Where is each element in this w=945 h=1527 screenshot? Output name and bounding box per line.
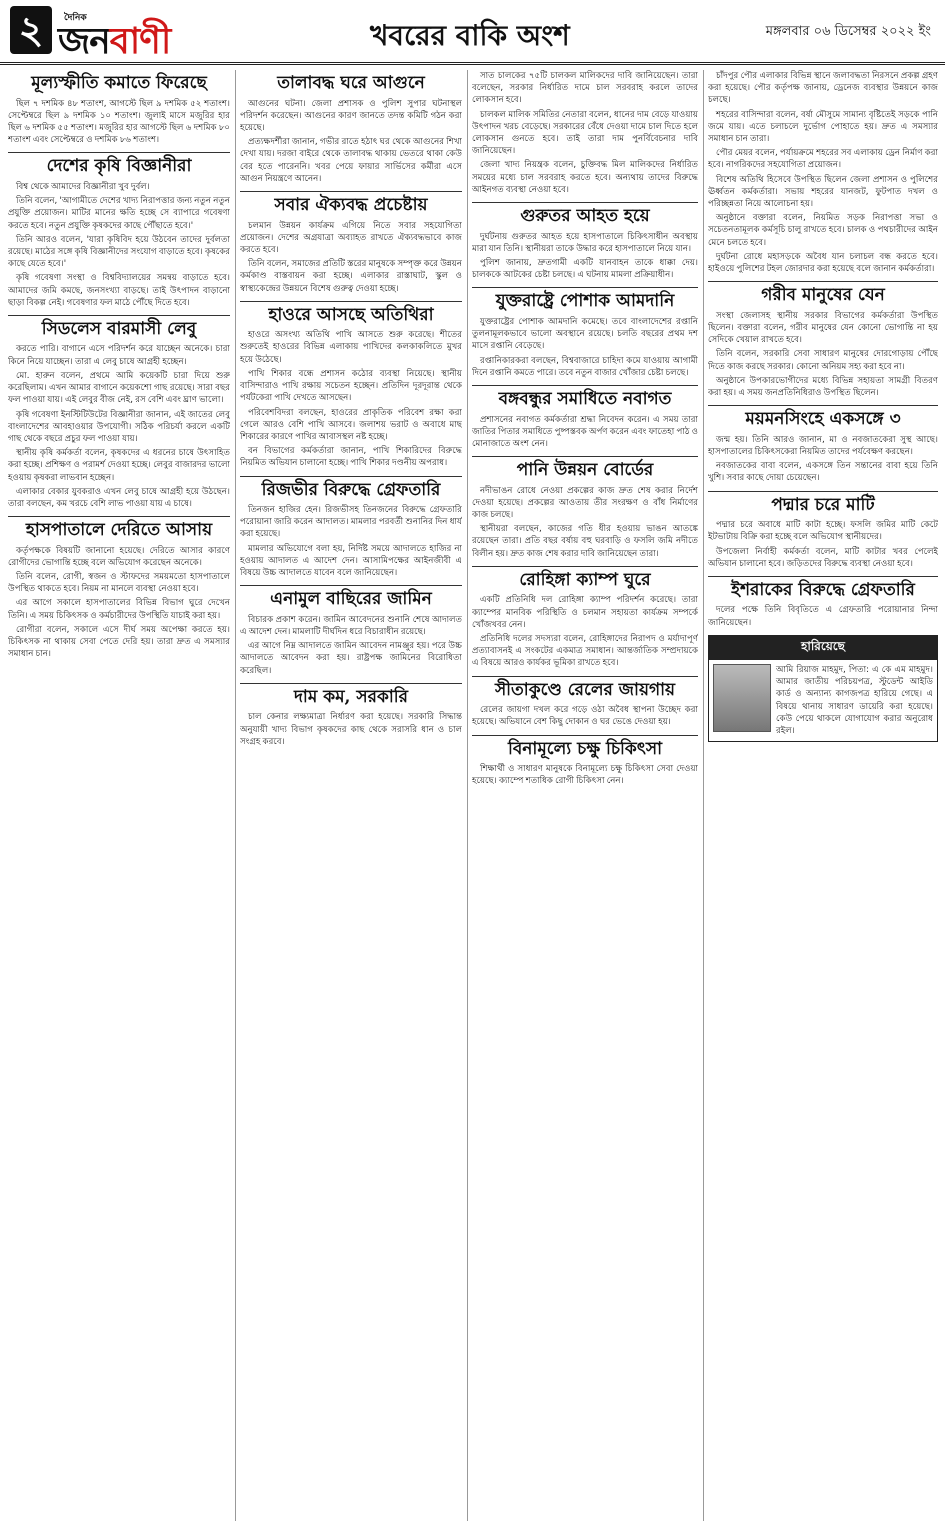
story-paragraph: মামলার অভিযোগে বলা হয়, নির্দিষ্ট সময়ে আদালতে হাজির না হওয়ায় আদালত এ আদেশ দেন। আসামিপক্ষের আইনজীবী এ বিষয়ে উচ্চ আদালতে যাবেন বলে জানিয়েছেন।	[240, 543, 462, 579]
story-paragraph: তিনজন হাজির হেন। রিজভীসহ তিনজনের বিরুদ্ধে গ্রেফতারি পরোয়ানা জারি করেন আদালত। মামলার পরবর্তী শুনানির দিন ধার্য করা হয়েছে।	[240, 505, 462, 540]
story-paragraph: পুলিশ জানায়, দ্রুতগামী একটি যানবাহন তাকে ধাক্কা দেয়। চালককে আটকের চেষ্টা চলছে। এ ঘটনায় মামলা প্রক্রিয়াধীন।	[472, 257, 698, 281]
story-paragraph: প্রতিনিধি দলের সদস্যরা বলেন, রোহিঙ্গাদের নিরাপদ ও মর্যাদাপূর্ণ প্রত্যাবাসনই এ সংকটের একমাত্র সমাধান। আন্তর্জাতিক সম্প্রদায়কে এ বিষয়ে আরও কার্যকর ভূমিকা রাখতে হবে।	[472, 634, 698, 669]
story-paragraph: প্রশাসনের নবাগত কর্মকর্তারা শ্রদ্ধা নিবেদন করেন। এ সময় তারা জাতির পিতার সমাধিতে পুষ্পস্তবক অর্পণ করেন এবং ফাতেহা পাঠ ও মোনাজাতে অংশ নেন।	[472, 414, 698, 449]
news-story	[708, 576, 938, 629]
story-body	[472, 704, 698, 728]
news-story	[240, 683, 462, 748]
story-paragraph: জন্ম হয়। তিনি আরও জানান, মা ও নবজাতকেরা সুস্থ আছে। হাসপাতালের চিকিৎসকেরা নিয়মিত তাদের পর্যবেক্ষণ করছেন।	[708, 434, 938, 457]
story-paragraph: রেলের জায়গা দখল করে গড়ে ওঠা অবৈধ স্থাপনা উচ্ছেদ করা হয়েছে। অভিযানে বেশ কিছু দোকান ও ঘর ভেঙে দেওয়া হয়।	[472, 705, 698, 728]
story-paragraph: তিনি বলেন, সরকারি সেবা সাধারণ মানুষের দোরগোড়ায় পৌঁছে দিতে কাজ করছে সরকার। কোনো অনিয়ম সহ্য করা হবে না।	[708, 349, 938, 372]
news-story	[708, 405, 938, 484]
story-paragraph: উপজেলা নির্বাহী কর্মকর্তা বলেন, মাটি কাটার খবর পেলেই অভিযান চালানো হবে। জড়িতদের বিরুদ্ধে ব্যবস্থা নেওয়া হবে।	[708, 546, 938, 569]
story-body	[708, 434, 938, 485]
story-paragraph: রোগীরা বলেন, সকালে এসে দীর্ঘ সময় অপেক্ষা করতে হয়। চিকিৎসক না থাকায় সেবা পেতে দেরি হয়। তারা দ্রুত এ সমস্যার সমাধান চান।	[8, 624, 230, 660]
news-story	[472, 287, 698, 379]
column-rule	[703, 70, 704, 1521]
story-body	[240, 329, 462, 469]
story-body	[240, 98, 462, 185]
section-title: খবরের বাকি অংশ	[370, 19, 570, 52]
story-headline[interactable]: যুক্তরাষ্ট্রে পোশাক আমদানি	[472, 287, 698, 312]
story-paragraph: বন বিভাগের কর্মকর্তারা জানান, পাখি শিকারিদের বিরুদ্ধে নিয়মিত অভিযান চালানো হচ্ছে। পাখি শিকার দণ্ডনীয় অপরাধ।	[240, 446, 462, 469]
news-story	[240, 301, 462, 470]
news-story	[472, 566, 698, 670]
story-paragraph: ছিল ৭ দশমিক ৪৮ শতাংশ, আগস্টে ছিল ৯ দশমিক ৫২ শতাংশ। সেপ্টেম্বরে ছিল ৯ দশমিক ১০ শতাংশ। জুলাই মাসে মজুরির হার ছিল ৬ দশমিক ৫৫ শতাংশ। মজুরির হার আগস্টে ছিল ৬ দশমিক ৮০ শতাংশ এবং সেপ্টেম্বরে ও দশমিক ৮৬ শতাংশ।	[8, 98, 230, 146]
lost-notice-text: আমি রিয়াজ মাহমুদ, পিতা: এ কে এম মাহমুদ। আমার জাতীয় পরিচয়পত্র, স্টুডেন্ট আইডি কার্ড ও অন্যান্য কাগজপত্র হারিয়ে গেছে। এ বিষয়ে থানায় সাধারণ ডায়েরি করা হয়েছে। কেউ পেয়ে থাকলে যোগাযোগ করার অনুরোধ রইল।	[776, 664, 933, 736]
story-body	[472, 485, 698, 560]
logo-prefix: দৈনিক	[64, 13, 87, 23]
page-number: ২	[10, 6, 52, 54]
story-body	[708, 310, 938, 399]
story-paragraph: এর আগে সকালে হাসপাতালের বিভিন্ন বিভাগ ঘুরে দেখেন তিনি। এ সময় চিকিৎসক ও কর্মচারীদের উপস্থিতি যাচাই করা হয়।	[8, 598, 230, 621]
story-headline[interactable]: দেশের কৃষি বিজ্ঞানীরা	[8, 152, 230, 177]
news-story	[8, 74, 230, 146]
column-rule	[467, 70, 468, 1521]
story-paragraph: নবজাতকের বাবা বলেন, একসঙ্গে তিন সন্তানের বাবা হয়ে তিনি খুশি। সবার কাছে দোয়া চেয়েছেন।	[708, 461, 938, 484]
story-headline[interactable]: রিজভীর বিরুদ্ধে গ্রেফতারি	[240, 476, 462, 501]
story-paragraph: তিনি বলেন, 'আগামীতে দেশের খাদ্য নিরাপত্তার জন্য নতুন নতুন প্রযুক্তি প্রয়োজন। মাটির মানের ক্ষতি হচ্ছে সে ব্যাপারে গবেষণা করতে হবে। নতুন প্রযুক্তি কৃষকদের কাছে পৌঁছাতে হবে।'	[8, 196, 230, 231]
story-body	[240, 504, 462, 579]
story-paragraph: স্থানীয় কৃষি কর্মকর্তা বলেন, কৃষকদের এ ধরনের চাষে উৎসাহিত করা হচ্ছে। প্রশিক্ষণ ও পরামর্শ দেওয়া হচ্ছে। লেবুর বাজারদর ভালো হওয়ায় কৃষকরা লাভবান হচ্ছেন।	[8, 448, 230, 483]
story-body	[472, 70, 698, 196]
news-story	[8, 516, 230, 660]
news-story	[708, 491, 938, 570]
story-paragraph: এর আগে নিম্ন আদালতে জামিন আবেদন নামঞ্জুর হয়। পরে উচ্চ আদালতে আবেদন করা হয়। রাষ্ট্রপক্ষ জামিনের বিরোধিতা করেছিল।	[240, 641, 462, 676]
story-paragraph: তিনি আরও বলেন, 'যারা কৃষিবিদ হয়ে উঠবেন তাদের দুর্বলতা রয়েছে। মাঠের সঙ্গে কৃষি বিজ্ঞানীদের সংযোগ বাড়াতে হবে। কৃষকের কাছে যেতে হবে।'	[8, 234, 230, 270]
dateline: মঙ্গলবার ০৬ ডিসেম্বর ২০২২ ইং	[765, 24, 931, 39]
story-paragraph: দলের পক্ষে তিনি বিবৃতিতে এ গ্রেফতারি পরোয়ানার নিন্দা জানিয়েছেন।	[708, 605, 938, 628]
story-paragraph: আগুনের ঘটনা। জেলা প্রশাসক ও পুলিশ সুপার ঘটনাস্থল পরিদর্শন করেছেন। আগুনের কারণ জানতে তদন্ত কমিটি গঠন করা হয়েছে।	[240, 98, 462, 133]
story-paragraph: প্রত্যক্ষদর্শীরা জানান, গভীর রাতে হঠাৎ ঘর থেকে আগুনের শিখা দেখা যায়। দরজা বাইরে থেকে তালাবদ্ধ থাকায় ভেতরে থাকা কেউ বের হতে পারেননি। খবর পেয়ে ফায়ার সার্ভিসের কর্মীরা এসে আগুন নিয়ন্ত্রণে আনেন।	[240, 137, 462, 184]
story-paragraph: অনুষ্ঠানে উপকারভোগীদের মধ্যে বিভিন্ন সহায়তা সামগ্রী বিতরণ করা হয়। এ সময় জনপ্রতিনিধিরাও উপস্থিত ছিলেন।	[708, 375, 938, 399]
story-body	[240, 711, 462, 748]
story-paragraph: স্থানীয়রা বলছেন, কাজের গতি ধীর হওয়ায় ভাঙন আতঙ্কে রয়েছেন তারা। প্রতি বছর বর্ষায় বহু ঘরবাড়ি ও ফসলি জমি নদীতে বিলীন হয়। দ্রুত কাজ শেষ করার দাবি জানিয়েছেন তারা।	[472, 524, 698, 559]
story-headline[interactable]: হাওরে আসছে অতিথিরা	[240, 301, 462, 326]
story-body	[472, 231, 698, 282]
story-paragraph: চালকল মালিক সমিতির নেতারা বলেন, ধানের দাম বেড়ে যাওয়ায় উৎপাদন খরচ বেড়েছে। সরকারের বেঁধে দেওয়া দামে চাল দিতে হলে লোকসান গুনতে হবে। তাই তারা দাম পুনর্বিবেচনার দাবি জানিয়েছেন।	[472, 109, 698, 157]
story-headline[interactable]: দাম কম, সরকারি	[240, 683, 462, 708]
story-paragraph: শিক্ষার্থী ও সাধারণ মানুষকে বিনামূল্যে চক্ষু চিকিৎসা সেবা দেওয়া হয়েছে। ক্যাম্পে শতাধিক রোগী চিকিৎসা নেন।	[472, 764, 698, 787]
story-paragraph: যুক্তরাষ্ট্রের পোশাক আমদানি কমেছে। তবে বাংলাদেশের রপ্তানি তুলনামূলকভাবে ভালো অবস্থানে রয়েছে। চলতি বছরের প্রথম দশ মাসে রপ্তানি বেড়েছে।	[472, 316, 698, 352]
news-story	[472, 456, 698, 560]
story-paragraph: কৃষি গবেষণা সংস্থা ও বিশ্ববিদ্যালয়ের সমন্বয় বাড়াতে হবে। আমাদের জমি কমছে, জনসংখ্যা বাড়ছে। তাই উৎপাদন বাড়ানো ছাড়া বিকল্প নেই। গবেষণার ফল মাঠে পৌঁছে দিতে হবে।	[8, 273, 230, 308]
lost-notice-title: হারিয়েছে	[709, 636, 937, 660]
story-paragraph: কৃষি গবেষণা ইনস্টিটিউটের বিজ্ঞানীরা জানান, এই জাতের লেবু বাংলাদেশের আবহাওয়ার উপযোগী। সঠিক পরিচর্যা করলে একটি গাছ থেকে বছরে প্রচুর ফল পাওয়া যায়।	[8, 409, 230, 444]
story-paragraph: জেলা খাদ্য নিয়ন্ত্রক বলেন, চুক্তিবদ্ধ মিল মালিকদের নির্ধারিত সময়ের মধ্যে চাল সরবরাহ করতে হবে। অন্যথায় তাদের বিরুদ্ধে আইনগত ব্যবস্থা নেওয়া হবে।	[472, 160, 698, 195]
story-paragraph: পাখি শিকার বন্ধে প্রশাসন কঠোর ব্যবস্থা নিয়েছে। স্থানীয় বাসিন্দারাও পাখি রক্ষায় সচেতন হচ্ছেন। প্রতিদিন দূরদূরান্ত থেকে পর্যটকেরা পাখি দেখতে আসছেন।	[240, 368, 462, 404]
story-headline[interactable]: বঙ্গবন্ধুর সমাধিতে নবাগত	[472, 385, 698, 410]
story-paragraph: সংস্থা জেলাসহ স্থানীয় সরকার বিভাগের কর্মকর্তারা উপস্থিত ছিলেন। বক্তারা বলেন, গরীব মানুষের যেন কোনো ভোগান্তি না হয় সেদিকে খেয়াল রাখতে হবে।	[708, 310, 938, 346]
story-headline[interactable]: সিডলেস বারমাসী লেবু	[8, 315, 230, 340]
story-body	[472, 763, 698, 787]
story-body	[708, 604, 938, 628]
story-body	[472, 316, 698, 379]
story-body	[708, 519, 938, 570]
story-paragraph: মো. হারুন বলেন, প্রথমে আমি কয়েকটি চারা দিয়ে শুরু করেছিলাম। এখন আমার বাগানে কয়েকশো গাছ রয়েছে। সারা বছর ফল পাওয়া যায়। এই লেবুর বীজ নেই, রস বেশি এবং ঘ্রাণ ভালো।	[8, 370, 230, 406]
story-headline[interactable]: পদ্মার চরে মাটি	[708, 491, 938, 516]
news-story	[708, 281, 938, 399]
column-4	[708, 70, 938, 1521]
story-body	[472, 594, 698, 669]
story-paragraph: সাত চালকের ৭৫টি চালকল মালিকদের দাবি জানিয়েছেন। তারা বলেছেন, সরকার নির্ধারিত দামে চাল সরবরাহ করলে তাদের লোকসান হবে।	[472, 71, 698, 106]
masthead	[0, 0, 945, 65]
news-story	[472, 385, 698, 450]
story-paragraph: পদ্মার চরে অবাধে মাটি কাটা হচ্ছে। ফসলি জমির মাটি কেটে ইটভাটায় বিক্রি করা হচ্ছে বলে অভিযোগ স্থানীয়দের।	[708, 520, 938, 543]
news-story	[8, 152, 230, 309]
story-body	[8, 545, 230, 661]
story-paragraph: দুর্ঘটনা রোধে মহাসড়কে অবৈধ যান চলাচল বন্ধ করতে হবে। হাইওয়ে পুলিশের টহল জোরদার করা হয়েছে বলে জানান কর্মকর্তারা।	[708, 251, 938, 275]
column-1	[8, 70, 230, 1521]
story-headline[interactable]: সীতাকুণ্ডে রেলের জায়গায়	[472, 676, 698, 701]
story-body	[708, 70, 938, 275]
news-story	[240, 585, 462, 677]
story-headline[interactable]: হাসপাতালে দেরিতে আসায়	[8, 516, 230, 541]
story-body	[8, 98, 230, 147]
story-headline[interactable]: ময়মনসিংহে একসঙ্গে ৩	[708, 405, 938, 430]
story-headline[interactable]: এনামুল বাছিরের জামিন	[240, 585, 462, 610]
story-paragraph: চাল কেনার লক্ষ্যমাত্রা নির্ধারণ করা হয়েছে। সরকারি সিদ্ধান্ত অনুযায়ী খাদ্য বিভাগ কৃষকদের কাছ থেকে সরাসরি ধান ও চাল সংগ্রহ করবে।	[240, 712, 462, 747]
story-headline[interactable]: সবার ঐক্যবদ্ধ প্রচেষ্টায়	[240, 191, 462, 216]
story-paragraph: এলাকার বেকার যুবকরাও এখন লেবু চাষে আগ্রহী হয়ে উঠছেন। তারা বলছেন, কম খরচে বেশি লাভ পাওয়া যায় এ চাষে।	[8, 486, 230, 509]
story-headline[interactable]: তালাবদ্ধ ঘরে আগুনে	[277, 73, 425, 93]
story-headline[interactable]: পানি উন্নয়ন বোর্ডের	[472, 456, 698, 481]
story-paragraph: তিনি বলেন, সমাজের প্রতিটি স্তরের মানুষকে সম্পৃক্ত করে উন্নয়ন কর্মকাণ্ড বাস্তবায়ন করা হচ্ছে। এলাকার রাস্তাঘাট, স্কুল ও স্বাস্থ্যকেন্দ্রের উন্নয়নে বিশেষ গুরুত্ব দেওয়া হচ্ছে।	[240, 259, 462, 294]
story-body	[240, 614, 462, 677]
column-2	[240, 70, 462, 1521]
story-paragraph: পরিবেশবিদরা বলছেন, হাওরের প্রাকৃতিক পরিবেশ রক্ষা করা গেলে আরও বেশি পাখি আসবে। জলাশয় ভরাট ও অবাধে মাছ শিকারের কারণে পাখির আবাসস্থল নষ্ট হচ্ছে।	[240, 407, 462, 442]
person-photo	[713, 664, 771, 732]
lost-notice-box	[708, 635, 938, 742]
story-headline[interactable]: গুরুতর আহত হয়ে	[472, 202, 698, 227]
story-body	[8, 181, 230, 309]
story-headline[interactable]: ইশরাকের বিরুদ্ধে গ্রেফতারি	[708, 576, 938, 601]
news-story	[240, 74, 462, 185]
story-paragraph: কর্তৃপক্ষকে বিষয়টি জানানো হয়েছে। দেরিতে আসার কারণে রোগীদের ভোগান্তি হচ্ছে বলে অভিযোগ করেছেন অনেকে।	[8, 545, 230, 568]
story-body	[472, 414, 698, 451]
story-body	[8, 343, 230, 510]
story-paragraph: বিশ্ব থেকে আমাদের বিজ্ঞানীরা খুব দুর্বল।	[16, 181, 150, 192]
story-headline[interactable]: রোহিঙ্গা ক্যাম্প ঘুরে	[472, 566, 698, 591]
story-body	[240, 220, 462, 295]
story-paragraph: হাওরে অসংখ্য অতিথি পাখি আসতে শুরু করেছে। শীতের শুরুতেই হাওরের বিভিন্ন এলাকায় পাখিদের কলকাকলিতে মুখর হয়ে উঠেছে।	[240, 330, 462, 365]
news-story	[8, 315, 230, 510]
news-story	[472, 70, 698, 196]
story-headline[interactable]: মূল্যস্ফীতি কমাতে ফিরেছে	[31, 73, 207, 93]
column-rule	[235, 70, 236, 1521]
story-paragraph: করতে পারি। বাগানে এসে পরিদর্শন করে যাচ্ছেন অনেকে। চারা কিনে নিয়ে যাচ্ছেন। তারা এ লেবু চাষে আগ্রহী হচ্ছেন।	[8, 344, 230, 367]
story-paragraph: পৌর মেয়র বলেন, পর্যায়ক্রমে শহরের সব এলাকায় ড্রেন নির্মাণ করা হবে। নাগরিকদের সহযোগিতা প্রয়োজন।	[708, 148, 938, 171]
story-headline[interactable]: গরীব মানুষের যেন	[708, 281, 938, 306]
story-paragraph: দুর্ঘটনায় গুরুতর আহত হয়ে হাসপাতালে চিকিৎসাধীন অবস্থায় মারা যান তিনি। স্থানীয়রা তাকে উদ্ধার করে হাসপাতালে নিয়ে যান।	[472, 231, 698, 254]
news-story	[472, 202, 698, 281]
story-paragraph: বিচারক প্রকাশ করেন। জামিন আবেদনের শুনানি শেষে আদালত এ আদেশ দেন। মামলাটি দীর্ঘদিন ধরে বিচারাধীন রয়েছে।	[240, 614, 462, 638]
news-story	[708, 70, 938, 275]
story-paragraph: তিনি বলেন, রোগী, স্বজন ও স্টাফদের সময়মতো হাসপাতালে উপস্থিত থাকতে হবে। নিয়ম না মানলে ব্যবস্থা নেওয়া হবে।	[8, 572, 230, 595]
column-3	[472, 70, 698, 1521]
story-paragraph: রপ্তানিকারকরা বলছেন, বিশ্ববাজারে চাহিদা কমে যাওয়ায় আগামী দিনে রপ্তানি কমতে পারে। তবে নতুন বাজার খোঁজার চেষ্টা চলছে।	[472, 355, 698, 378]
newspaper-logo: জনবাণী	[58, 21, 171, 62]
news-story	[472, 735, 698, 788]
story-paragraph: বিশেষ অতিথি হিসেবে উপস্থিত ছিলেন জেলা প্রশাসন ও পুলিশের ঊর্ধ্বতন কর্মকর্তারা। সভায় শহরের যানজট, ফুটপাত দখল ও পরিচ্ছন্নতা নিয়ে আলোচনা হয়।	[708, 174, 938, 210]
story-paragraph: চলমান উন্নয়ন কার্যক্রম এগিয়ে নিতে সবার সহযোগিতা প্রয়োজন। দেশের অগ্রযাত্রা অব্যাহত রাখতে ঐক্যবদ্ধভাবে কাজ করতে হবে।	[240, 220, 462, 255]
news-story	[240, 476, 462, 580]
story-paragraph: অনুষ্ঠানে বক্তারা বলেন, নিয়মিত সড়ক নিরাপত্তা সভা ও সচেতনতামূলক কর্মসূচি চালু রাখতে হবে। চালক ও পথচারীদের আইন মেনে চলতে হবে।	[708, 213, 938, 248]
story-paragraph: চাঁদপুর পৌর এলাকার বিভিন্ন স্থানে জলাবদ্ধতা নিরসনে প্রকল্প গ্রহণ করা হয়েছে। পৌর কর্তৃপক্ষ জানায়, ড্রেনেজ ব্যবস্থার উন্নয়নে কাজ চলছে।	[708, 71, 938, 106]
story-headline[interactable]: বিনামূল্যে চক্ষু চিকিৎসা	[472, 735, 698, 760]
story-paragraph: শহরের বাসিন্দারা বলেন, বর্ষা মৌসুমে সামান্য বৃষ্টিতেই সড়কে পানি জমে যায়। এতে চলাচলে দুর্ভোগ পোহাতে হয়। দ্রুত এ সমস্যার সমাধান চান তারা।	[708, 109, 938, 145]
story-paragraph: নদীভাঙন রোধে নেওয়া প্রকল্পের কাজ দ্রুত শেষ করার নির্দেশ দেওয়া হয়েছে। প্রকল্পের আওতায় তীর সংরক্ষণ ও বাঁধ নির্মাণের কাজ চলছে।	[472, 485, 698, 521]
news-story	[472, 676, 698, 729]
story-paragraph: একটি প্রতিনিধি দল রোহিঙ্গা ক্যাম্প পরিদর্শন করেছে। তারা ক্যাম্পের মানবিক পরিস্থিতি ও চলমান সহায়তা কার্যক্রম সম্পর্কে খোঁজখবর নেন।	[472, 595, 698, 630]
news-story	[240, 191, 462, 295]
